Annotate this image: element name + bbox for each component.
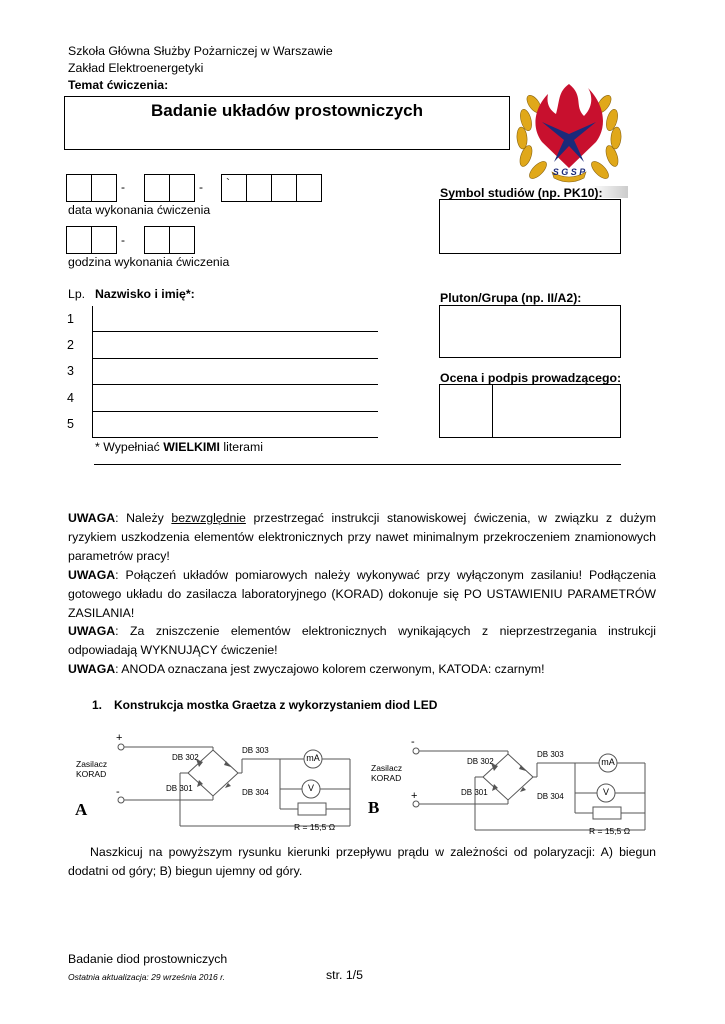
name-row-line[interactable] — [92, 384, 378, 385]
grade-label: Ocena i podpis prowadzącego: — [440, 371, 622, 385]
group-input-box[interactable] — [439, 305, 621, 358]
circuit-b-letter: B — [368, 798, 380, 817]
name-row-line[interactable] — [92, 358, 378, 359]
diode-label: DB 301 — [166, 784, 193, 793]
name-row-line[interactable] — [92, 331, 378, 332]
circuit-a-supply: KORAD — [76, 769, 107, 779]
resistor-label: R = 15,5 Ω — [294, 822, 336, 832]
time-separator: - — [121, 233, 125, 247]
circuit-b-supply: KORAD — [371, 773, 402, 783]
group-label: Pluton/Grupa (np. II/A2): — [440, 291, 582, 305]
sgsp-logo — [512, 76, 626, 188]
diode-label: DB 303 — [242, 746, 269, 755]
time-minute-cells[interactable] — [144, 226, 194, 254]
symbol-label: Symbol studiów (np. PK10): — [440, 186, 603, 200]
school-name: Szkoła Główna Służby Pożarniczej w Warszawie — [68, 44, 333, 58]
circuit-b-bottom-sign: + — [411, 790, 418, 802]
footnote: * Wypełniać WIELKIMI literami — [95, 440, 263, 454]
row-number: 3 — [67, 364, 74, 378]
page-number: str. 1/5 — [326, 968, 363, 982]
section-number: 1. — [92, 698, 103, 712]
date-label: data wykonania ćwiczenia — [68, 203, 211, 217]
diode-label: DB 301 — [461, 788, 488, 797]
diode-label: DB 303 — [537, 750, 564, 759]
circuit-a-plus: + — [116, 732, 123, 744]
warning-3: UWAGA: Za zniszczenie elementów elektronicznych wynikających z nieprzestrzegania instrukcji odpowiadają WYKNUJĄCY ćwiczenie! — [68, 624, 656, 657]
circuit-b-top-sign: - — [411, 736, 415, 748]
row-number: 1 — [67, 312, 74, 326]
circuit-b — [365, 736, 655, 842]
time-label: godzina wykonania ćwiczenia — [68, 255, 230, 269]
date-tick: ` — [226, 176, 230, 190]
topic-title: Badanie układów prostowniczych — [150, 101, 424, 120]
logo-text: S G S P — [552, 167, 586, 177]
voltmeter-label: V — [307, 783, 314, 793]
date-month-cells[interactable] — [144, 174, 194, 202]
time-hour-cells[interactable] — [66, 226, 116, 254]
circuit-a-supply: Zasilacz — [76, 759, 108, 769]
section-title: Konstrukcja mostka Graetza z wykorzystaniem diod LED — [114, 698, 438, 712]
date-separator: - — [199, 180, 203, 194]
ammeter-label: mA — [306, 753, 320, 763]
symbol-input-box[interactable] — [439, 199, 621, 254]
circuit-b-supply: Zasilacz — [371, 763, 403, 773]
lp-label: Lp. — [68, 287, 86, 301]
circuit-a-letter: A — [75, 800, 88, 819]
diode-label: DB 302 — [172, 753, 199, 762]
grade-box[interactable] — [439, 384, 493, 438]
date-day-cells[interactable] — [66, 174, 116, 202]
circuit-a — [70, 732, 360, 838]
diode-label: DB 304 — [242, 788, 269, 797]
topic-box — [64, 96, 510, 150]
table-divider — [92, 306, 93, 438]
diode-label: DB 304 — [537, 792, 564, 801]
ammeter-label: mA — [601, 757, 615, 767]
row-number: 4 — [67, 391, 74, 405]
row-number: 2 — [67, 338, 74, 352]
voltmeter-label: V — [602, 787, 609, 797]
name-label: Nazwisko i imię*: — [95, 287, 195, 301]
signature-box[interactable] — [492, 384, 621, 438]
warning-2: UWAGA: Połączeń układów pomiarowych należy wykonywać przy wyłączonym zasilaniu! Podłączenia gotowego układu do zasilacza laboratoryjnego (KORAD) dokonuje się PO USTAWIENIU PARAMETRÓW ZASILANIA! — [68, 568, 656, 620]
topic-label: Temat ćwiczenia: — [68, 78, 169, 92]
name-row-line[interactable] — [92, 437, 378, 438]
date-separator: - — [121, 180, 125, 194]
department-name: Zakład Elektroenergetyki — [68, 61, 204, 75]
diode-label: DB 302 — [467, 757, 494, 766]
resistor-label: R = 15,5 Ω — [589, 826, 631, 836]
warning-4: UWAGA: ANODA oznaczana jest zwyczajowo kolorem czerwonym, KATODA: czarnym! — [68, 662, 545, 676]
separator-line — [94, 464, 621, 465]
circuit-a-minus: - — [116, 786, 120, 798]
warning-1: UWAGA: Należy bezwzględnie przestrzegać instrukcji stanowiskowej ćwiczenia, w związku z dużym ryzykiem uszkodzenia elementów elektronicznych przy nawet minimalnym przekroczeniem znamionowych parametrów pracy! — [68, 511, 656, 563]
name-row-line[interactable] — [92, 411, 378, 412]
instruction-text: Naszkicuj na powyższym rysunku kierunki przepływu prądu w zależności od polaryzacji: A) biegun dodatni od góry; B) biegun ujemny od góry. — [68, 845, 656, 878]
row-number: 5 — [67, 417, 74, 431]
footer-title: Badanie diod prostowniczych — [68, 952, 228, 966]
date-year-cells[interactable] — [221, 174, 321, 202]
footer-updated: Ostatnia aktualizacja: 29 września 2016 r. — [68, 972, 226, 982]
